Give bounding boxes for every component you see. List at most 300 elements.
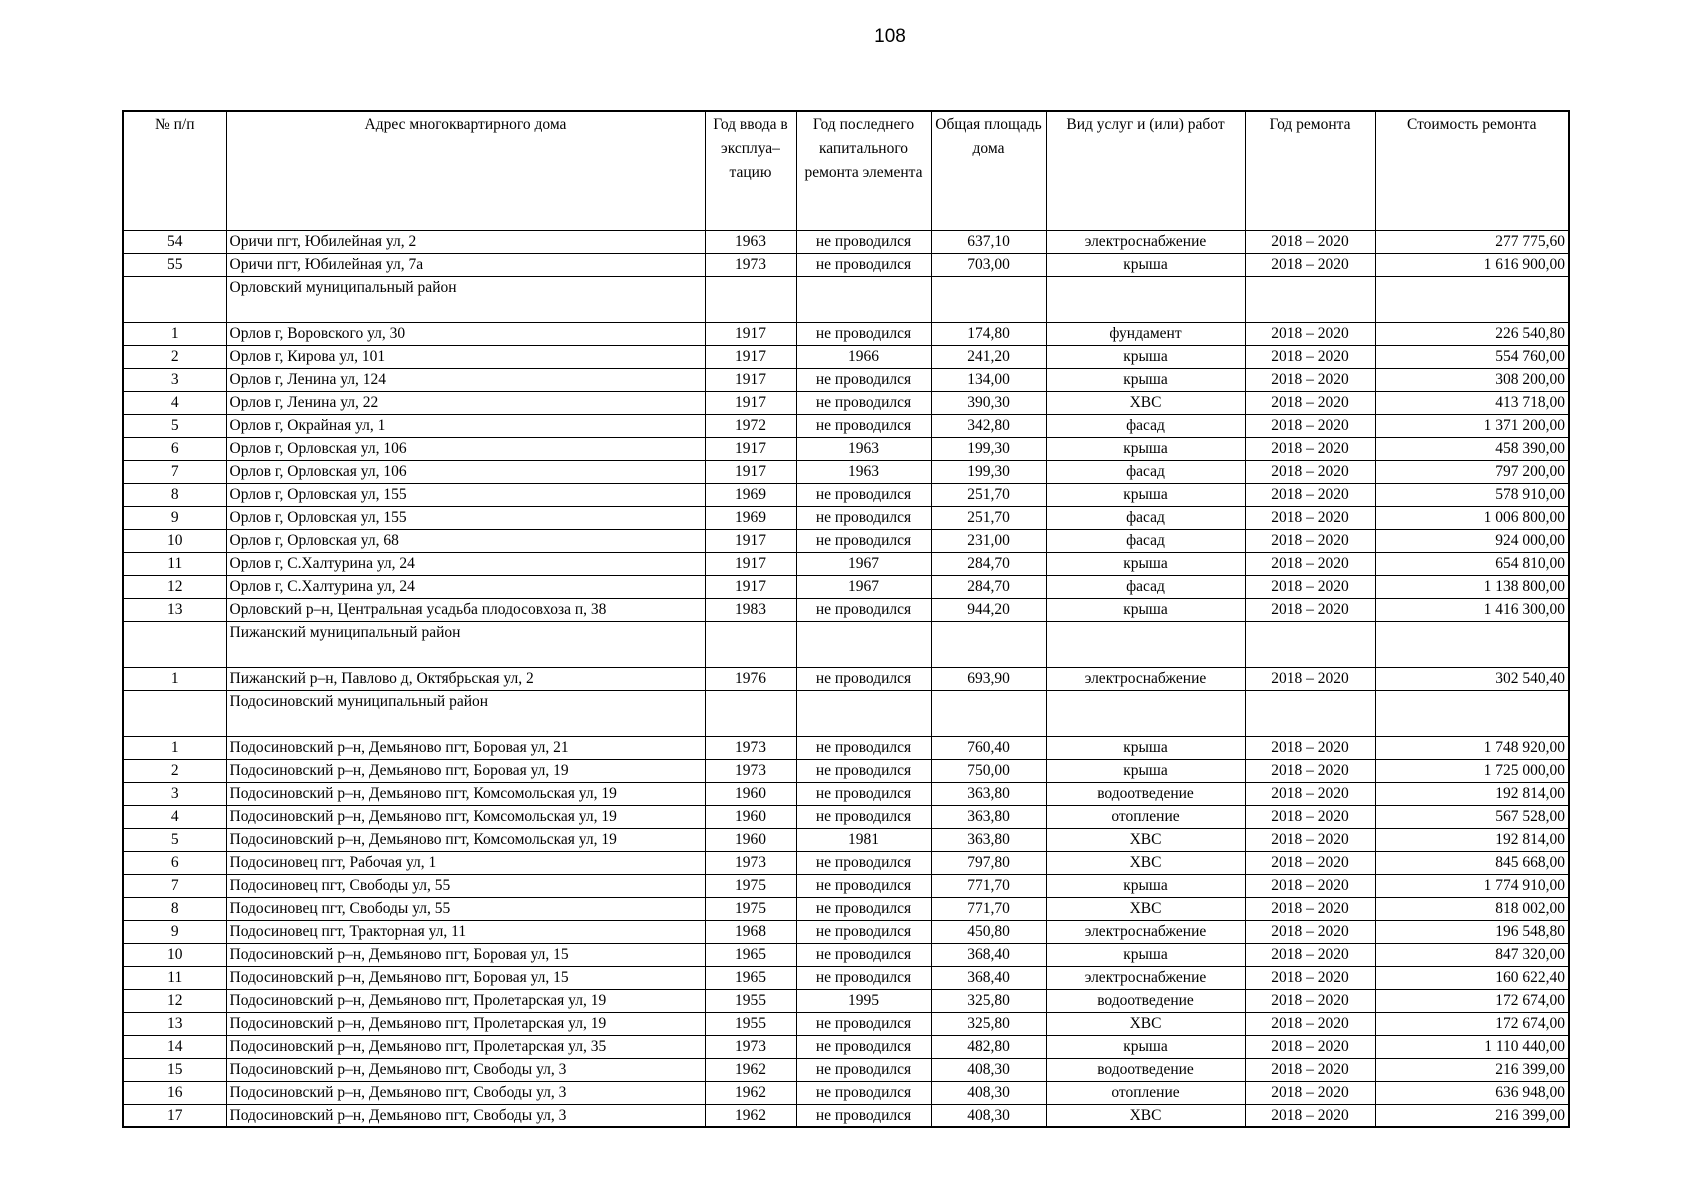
district-title: Орловский муниципальный район [226, 276, 705, 322]
empty-cell [1375, 621, 1569, 667]
table-row [123, 920, 1569, 943]
year-built-cell: 1917 [705, 322, 796, 345]
address-cell: Орлов г, С.Халтурина ул, 24 [226, 575, 705, 598]
repair-years-cell: 2018 – 2020 [1245, 230, 1375, 253]
cost-cell: 277 775,60 [1375, 230, 1569, 253]
year-built-cell: 1960 [705, 782, 796, 805]
row-number-cell: 8 [123, 483, 226, 506]
repair-years-cell: 2018 – 2020 [1245, 391, 1375, 414]
row-number-cell: 11 [123, 552, 226, 575]
row-number-cell: 10 [123, 529, 226, 552]
last-repair-cell: 1967 [796, 552, 931, 575]
address-cell: Орлов г, Кирова ул, 101 [226, 345, 705, 368]
area-cell: 363,80 [931, 828, 1046, 851]
work-type-cell: крыша [1046, 552, 1245, 575]
district-section-row [123, 621, 1569, 667]
last-repair-cell: не проводился [796, 943, 931, 966]
work-type-cell: электроснабжение [1046, 230, 1245, 253]
repair-years-cell: 2018 – 2020 [1245, 897, 1375, 920]
address-cell: Подосиновец пгт, Тракторная ул, 11 [226, 920, 705, 943]
table-row [123, 736, 1569, 759]
table-row [123, 414, 1569, 437]
empty-cell [931, 621, 1046, 667]
cost-cell: 845 668,00 [1375, 851, 1569, 874]
last-repair-cell: не проводился [796, 1081, 931, 1104]
address-cell: Подосиновский р–н, Демьяново пгт, Комсомольская ул, 19 [226, 828, 705, 851]
cost-cell: 554 760,00 [1375, 345, 1569, 368]
last-repair-cell: не проводился [796, 851, 931, 874]
area-cell: 251,70 [931, 506, 1046, 529]
work-type-cell: фундамент [1046, 322, 1245, 345]
row-number-cell: 12 [123, 575, 226, 598]
cost-cell: 1 616 900,00 [1375, 253, 1569, 276]
last-repair-cell: не проводился [796, 920, 931, 943]
table-row [123, 805, 1569, 828]
address-cell: Орлов г, Ленина ул, 22 [226, 391, 705, 414]
cost-cell: 654 810,00 [1375, 552, 1569, 575]
empty-cell [123, 690, 226, 736]
row-number-cell: 7 [123, 460, 226, 483]
year-built-cell: 1917 [705, 345, 796, 368]
repair-years-cell: 2018 – 2020 [1245, 368, 1375, 391]
row-number-cell: 5 [123, 828, 226, 851]
column-header-area: Общая площадь дома [931, 111, 1046, 230]
repair-years-cell: 2018 – 2020 [1245, 1058, 1375, 1081]
repair-years-cell: 2018 – 2020 [1245, 966, 1375, 989]
year-built-cell: 1960 [705, 828, 796, 851]
work-type-cell: фасад [1046, 414, 1245, 437]
repair-registry-table [122, 110, 1570, 1128]
work-type-cell: ХВС [1046, 851, 1245, 874]
address-cell: Подосиновский р–н, Демьяново пгт, Свободы ул, 3 [226, 1058, 705, 1081]
table-row [123, 667, 1569, 690]
last-repair-cell: не проводился [796, 506, 931, 529]
work-type-cell: ХВС [1046, 1012, 1245, 1035]
cost-cell: 1 774 910,00 [1375, 874, 1569, 897]
empty-cell [1245, 276, 1375, 322]
table-row [123, 575, 1569, 598]
area-cell: 760,40 [931, 736, 1046, 759]
address-cell: Подосиновец пгт, Рабочая ул, 1 [226, 851, 705, 874]
address-cell: Подосиновский р–н, Демьяново пгт, Боровая ул, 19 [226, 759, 705, 782]
work-type-cell: отопление [1046, 805, 1245, 828]
year-built-cell: 1983 [705, 598, 796, 621]
row-number-cell: 12 [123, 989, 226, 1012]
year-built-cell: 1917 [705, 368, 796, 391]
year-built-cell: 1965 [705, 966, 796, 989]
empty-cell [705, 621, 796, 667]
area-cell: 450,80 [931, 920, 1046, 943]
work-type-cell: отопление [1046, 1081, 1245, 1104]
district-title: Подосиновский муниципальный район [226, 690, 705, 736]
column-header-year-built: Год ввода в эксплуа– тацию [705, 111, 796, 230]
row-number-cell: 13 [123, 1012, 226, 1035]
cost-cell: 1 725 000,00 [1375, 759, 1569, 782]
last-repair-cell: 1966 [796, 345, 931, 368]
work-type-cell: водоотведение [1046, 782, 1245, 805]
year-built-cell: 1973 [705, 759, 796, 782]
year-built-cell: 1962 [705, 1104, 796, 1127]
repair-years-cell: 2018 – 2020 [1245, 598, 1375, 621]
table-row [123, 851, 1569, 874]
table-row [123, 506, 1569, 529]
table-header-row [123, 111, 1569, 230]
repair-years-cell: 2018 – 2020 [1245, 759, 1375, 782]
empty-cell [796, 690, 931, 736]
row-number-cell: 3 [123, 782, 226, 805]
address-cell: Орлов г, Орловская ул, 106 [226, 460, 705, 483]
area-cell: 771,70 [931, 897, 1046, 920]
table-row [123, 828, 1569, 851]
row-number-cell: 1 [123, 667, 226, 690]
table-row [123, 253, 1569, 276]
repair-years-cell: 2018 – 2020 [1245, 506, 1375, 529]
year-built-cell: 1973 [705, 851, 796, 874]
table-row [123, 1058, 1569, 1081]
last-repair-cell: не проводился [796, 1104, 931, 1127]
row-number-cell: 55 [123, 253, 226, 276]
year-built-cell: 1917 [705, 552, 796, 575]
address-cell: Орлов г, Воровского ул, 30 [226, 322, 705, 345]
cost-cell: 1 006 800,00 [1375, 506, 1569, 529]
work-type-cell: электроснабжение [1046, 966, 1245, 989]
last-repair-cell: не проводился [796, 253, 931, 276]
row-number-cell: 6 [123, 437, 226, 460]
area-cell: 703,00 [931, 253, 1046, 276]
cost-cell: 924 000,00 [1375, 529, 1569, 552]
table-row [123, 368, 1569, 391]
empty-cell [1046, 621, 1245, 667]
address-cell: Подосиновский р–н, Демьяново пгт, Боровая ул, 15 [226, 943, 705, 966]
address-cell: Орлов г, С.Халтурина ул, 24 [226, 552, 705, 575]
address-cell: Подосиновский р–н, Демьяново пгт, Пролетарская ул, 35 [226, 1035, 705, 1058]
area-cell: 363,80 [931, 805, 1046, 828]
year-built-cell: 1917 [705, 460, 796, 483]
work-type-cell: ХВС [1046, 391, 1245, 414]
cost-cell: 302 540,40 [1375, 667, 1569, 690]
repair-years-cell: 2018 – 2020 [1245, 943, 1375, 966]
cost-cell: 567 528,00 [1375, 805, 1569, 828]
year-built-cell: 1955 [705, 1012, 796, 1035]
work-type-cell: фасад [1046, 529, 1245, 552]
last-repair-cell: не проводился [796, 322, 931, 345]
table-body [123, 230, 1569, 1127]
table-row [123, 989, 1569, 1012]
address-cell: Орловский р–н, Центральная усадьба плодосовхоза п, 38 [226, 598, 705, 621]
year-built-cell: 1968 [705, 920, 796, 943]
cost-cell: 413 718,00 [1375, 391, 1569, 414]
work-type-cell: электроснабжение [1046, 667, 1245, 690]
district-title: Пижанский муниципальный район [226, 621, 705, 667]
empty-cell [1245, 621, 1375, 667]
last-repair-cell: не проводился [796, 759, 931, 782]
area-cell: 284,70 [931, 575, 1046, 598]
table-row [123, 345, 1569, 368]
area-cell: 325,80 [931, 989, 1046, 1012]
table-row [123, 1104, 1569, 1127]
address-cell: Подосиновец пгт, Свободы ул, 55 [226, 897, 705, 920]
table-row [123, 759, 1569, 782]
address-cell: Орлов г, Окрайная ул, 1 [226, 414, 705, 437]
row-number-cell: 1 [123, 736, 226, 759]
area-cell: 482,80 [931, 1035, 1046, 1058]
last-repair-cell: не проводился [796, 368, 931, 391]
year-built-cell: 1965 [705, 943, 796, 966]
cost-cell: 797 200,00 [1375, 460, 1569, 483]
address-cell: Подосиновский р–н, Демьяново пгт, Боровая ул, 15 [226, 966, 705, 989]
work-type-cell: крыша [1046, 368, 1245, 391]
area-cell: 750,00 [931, 759, 1046, 782]
area-cell: 408,30 [931, 1081, 1046, 1104]
last-repair-cell: не проводился [796, 483, 931, 506]
cost-cell: 216 399,00 [1375, 1058, 1569, 1081]
address-cell: Орлов г, Орловская ул, 155 [226, 483, 705, 506]
cost-cell: 1 110 440,00 [1375, 1035, 1569, 1058]
last-repair-cell: не проводился [796, 874, 931, 897]
address-cell: Орлов г, Ленина ул, 124 [226, 368, 705, 391]
repair-years-cell: 2018 – 2020 [1245, 782, 1375, 805]
work-type-cell: крыша [1046, 345, 1245, 368]
area-cell: 241,20 [931, 345, 1046, 368]
address-cell: Подосиновский р–н, Демьяново пгт, Комсомольская ул, 19 [226, 805, 705, 828]
area-cell: 693,90 [931, 667, 1046, 690]
cost-cell: 636 948,00 [1375, 1081, 1569, 1104]
cost-cell: 216 399,00 [1375, 1104, 1569, 1127]
last-repair-cell: не проводился [796, 1012, 931, 1035]
year-built-cell: 1962 [705, 1081, 796, 1104]
table-row [123, 598, 1569, 621]
row-number-cell: 7 [123, 874, 226, 897]
empty-cell [796, 621, 931, 667]
year-built-cell: 1917 [705, 437, 796, 460]
repair-years-cell: 2018 – 2020 [1245, 483, 1375, 506]
district-section-row [123, 690, 1569, 736]
repair-years-cell: 2018 – 2020 [1245, 851, 1375, 874]
work-type-cell: ХВС [1046, 897, 1245, 920]
row-number-cell: 15 [123, 1058, 226, 1081]
row-number-cell: 5 [123, 414, 226, 437]
year-built-cell: 1973 [705, 736, 796, 759]
work-type-cell: крыша [1046, 437, 1245, 460]
cost-cell: 847 320,00 [1375, 943, 1569, 966]
cost-cell: 1 416 300,00 [1375, 598, 1569, 621]
cost-cell: 818 002,00 [1375, 897, 1569, 920]
area-cell: 363,80 [931, 782, 1046, 805]
work-type-cell: водоотведение [1046, 989, 1245, 1012]
row-number-cell: 4 [123, 805, 226, 828]
area-cell: 199,30 [931, 437, 1046, 460]
cost-cell: 1 371 200,00 [1375, 414, 1569, 437]
area-cell: 390,30 [931, 391, 1046, 414]
address-cell: Оричи пгт, Юбилейная ул, 7а [226, 253, 705, 276]
table-row [123, 529, 1569, 552]
repair-years-cell: 2018 – 2020 [1245, 253, 1375, 276]
empty-cell [1245, 690, 1375, 736]
empty-cell [705, 276, 796, 322]
work-type-cell: фасад [1046, 460, 1245, 483]
repair-years-cell: 2018 – 2020 [1245, 736, 1375, 759]
last-repair-cell: не проводился [796, 529, 931, 552]
cost-cell: 578 910,00 [1375, 483, 1569, 506]
last-repair-cell: не проводился [796, 1058, 931, 1081]
repair-years-cell: 2018 – 2020 [1245, 1012, 1375, 1035]
empty-cell [796, 276, 931, 322]
last-repair-cell: не проводился [796, 667, 931, 690]
work-type-cell: фасад [1046, 506, 1245, 529]
table-row [123, 322, 1569, 345]
repair-years-cell: 2018 – 2020 [1245, 575, 1375, 598]
last-repair-cell: не проводился [796, 230, 931, 253]
area-cell: 174,80 [931, 322, 1046, 345]
address-cell: Орлов г, Орловская ул, 106 [226, 437, 705, 460]
year-built-cell: 1975 [705, 874, 796, 897]
row-number-cell: 2 [123, 759, 226, 782]
work-type-cell: ХВС [1046, 828, 1245, 851]
area-cell: 251,70 [931, 483, 1046, 506]
row-number-cell: 9 [123, 506, 226, 529]
row-number-cell: 54 [123, 230, 226, 253]
year-built-cell: 1963 [705, 230, 796, 253]
table-row [123, 1081, 1569, 1104]
row-number-cell: 14 [123, 1035, 226, 1058]
district-section-row [123, 276, 1569, 322]
area-cell: 408,30 [931, 1058, 1046, 1081]
last-repair-cell: 1981 [796, 828, 931, 851]
table-row [123, 391, 1569, 414]
year-built-cell: 1969 [705, 506, 796, 529]
row-number-cell: 6 [123, 851, 226, 874]
area-cell: 368,40 [931, 966, 1046, 989]
address-cell: Оричи пгт, Юбилейная ул, 2 [226, 230, 705, 253]
year-built-cell: 1973 [705, 253, 796, 276]
address-cell: Подосиновский р–н, Демьяново пгт, Пролетарская ул, 19 [226, 1012, 705, 1035]
row-number-cell: 11 [123, 966, 226, 989]
address-cell: Подосиновский р–н, Демьяново пгт, Свободы ул, 3 [226, 1104, 705, 1127]
row-number-cell: 9 [123, 920, 226, 943]
address-cell: Подосиновский р–н, Демьяново пгт, Комсомольская ул, 19 [226, 782, 705, 805]
year-built-cell: 1973 [705, 1035, 796, 1058]
last-repair-cell: не проводился [796, 736, 931, 759]
row-number-cell: 17 [123, 1104, 226, 1127]
row-number-cell: 10 [123, 943, 226, 966]
area-cell: 284,70 [931, 552, 1046, 575]
year-built-cell: 1976 [705, 667, 796, 690]
repair-years-cell: 2018 – 2020 [1245, 989, 1375, 1012]
empty-cell [1375, 690, 1569, 736]
cost-cell: 1 748 920,00 [1375, 736, 1569, 759]
last-repair-cell: 1995 [796, 989, 931, 1012]
row-number-cell: 3 [123, 368, 226, 391]
last-repair-cell: 1963 [796, 460, 931, 483]
year-built-cell: 1969 [705, 483, 796, 506]
empty-cell [1046, 690, 1245, 736]
repair-years-cell: 2018 – 2020 [1245, 529, 1375, 552]
year-built-cell: 1955 [705, 989, 796, 1012]
table-row [123, 1035, 1569, 1058]
table-row [123, 782, 1569, 805]
cost-cell: 160 622,40 [1375, 966, 1569, 989]
area-cell: 944,20 [931, 598, 1046, 621]
area-cell: 325,80 [931, 1012, 1046, 1035]
repair-years-cell: 2018 – 2020 [1245, 828, 1375, 851]
page-number: 108 [874, 26, 906, 47]
repair-years-cell: 2018 – 2020 [1245, 322, 1375, 345]
empty-cell [123, 621, 226, 667]
work-type-cell: крыша [1046, 1035, 1245, 1058]
year-built-cell: 1917 [705, 575, 796, 598]
last-repair-cell: не проводился [796, 805, 931, 828]
work-type-cell: крыша [1046, 759, 1245, 782]
area-cell: 637,10 [931, 230, 1046, 253]
repair-years-cell: 2018 – 2020 [1245, 874, 1375, 897]
empty-cell [1046, 276, 1245, 322]
repair-years-cell: 2018 – 2020 [1245, 805, 1375, 828]
column-header-repair-years: Год ремонта [1245, 111, 1375, 230]
year-built-cell: 1975 [705, 897, 796, 920]
repair-years-cell: 2018 – 2020 [1245, 345, 1375, 368]
column-header-last-repair: Год последнего капитального ремонта элемента [796, 111, 931, 230]
repair-years-cell: 2018 – 2020 [1245, 1081, 1375, 1104]
empty-cell [123, 276, 226, 322]
column-header-cost: Стоимость ремонта [1375, 111, 1569, 230]
year-built-cell: 1960 [705, 805, 796, 828]
column-header-number: № п/п [123, 111, 226, 230]
repair-years-cell: 2018 – 2020 [1245, 460, 1375, 483]
row-number-cell: 8 [123, 897, 226, 920]
empty-cell [931, 690, 1046, 736]
table-row [123, 552, 1569, 575]
area-cell: 342,80 [931, 414, 1046, 437]
row-number-cell: 2 [123, 345, 226, 368]
table-row [123, 897, 1569, 920]
empty-cell [1375, 276, 1569, 322]
work-type-cell: крыша [1046, 943, 1245, 966]
year-built-cell: 1917 [705, 529, 796, 552]
last-repair-cell: не проводился [796, 1035, 931, 1058]
work-type-cell: крыша [1046, 736, 1245, 759]
area-cell: 771,70 [931, 874, 1046, 897]
work-type-cell: фасад [1046, 575, 1245, 598]
column-header-address: Адрес многоквартирного дома [226, 111, 705, 230]
work-type-cell: ХВС [1046, 1104, 1245, 1127]
table-row [123, 966, 1569, 989]
repair-years-cell: 2018 – 2020 [1245, 437, 1375, 460]
cost-cell: 172 674,00 [1375, 1012, 1569, 1035]
last-repair-cell: не проводился [796, 966, 931, 989]
area-cell: 134,00 [931, 368, 1046, 391]
area-cell: 231,00 [931, 529, 1046, 552]
last-repair-cell: не проводился [796, 782, 931, 805]
table-row [123, 1012, 1569, 1035]
work-type-cell: крыша [1046, 253, 1245, 276]
table-row [123, 460, 1569, 483]
cost-cell: 458 390,00 [1375, 437, 1569, 460]
year-built-cell: 1917 [705, 391, 796, 414]
last-repair-cell: не проводился [796, 391, 931, 414]
cost-cell: 308 200,00 [1375, 368, 1569, 391]
row-number-cell: 4 [123, 391, 226, 414]
repair-years-cell: 2018 – 2020 [1245, 552, 1375, 575]
area-cell: 408,30 [931, 1104, 1046, 1127]
address-cell: Подосиновский р–н, Демьяново пгт, Боровая ул, 21 [226, 736, 705, 759]
table-row [123, 437, 1569, 460]
row-number-cell: 16 [123, 1081, 226, 1104]
last-repair-cell: не проводился [796, 414, 931, 437]
cost-cell: 196 548,80 [1375, 920, 1569, 943]
address-cell: Орлов г, Орловская ул, 155 [226, 506, 705, 529]
year-built-cell: 1972 [705, 414, 796, 437]
table-row [123, 483, 1569, 506]
